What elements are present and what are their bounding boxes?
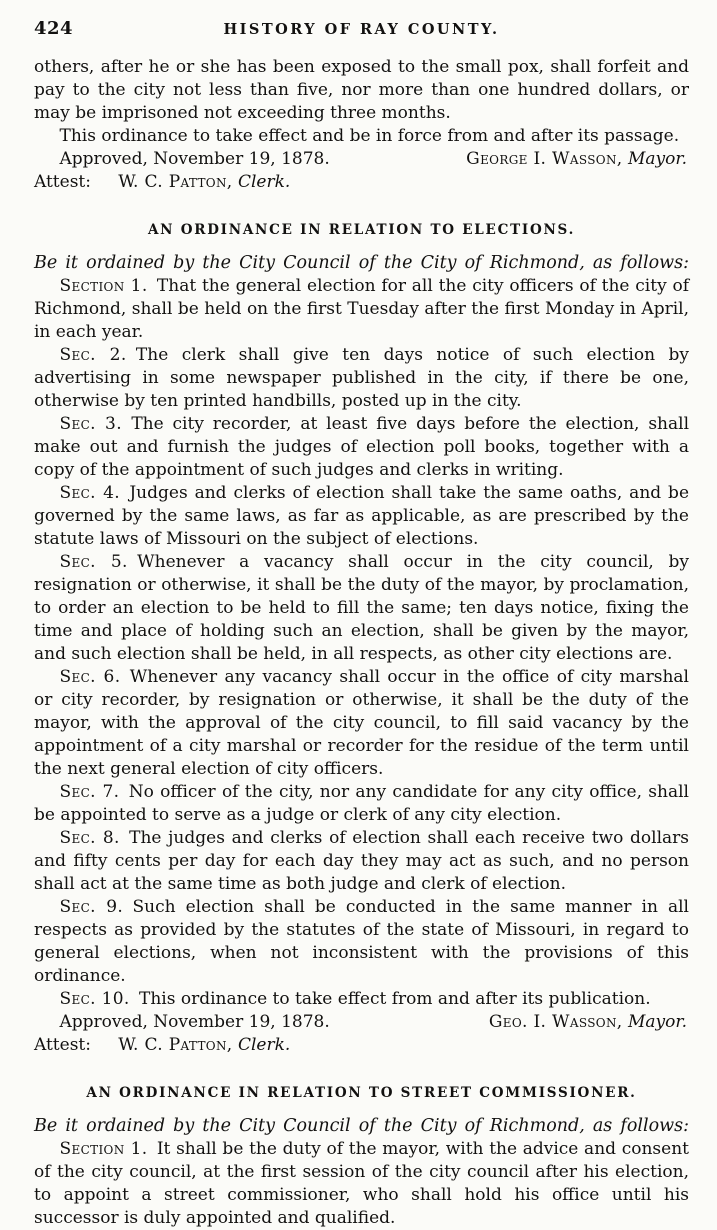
clerk-title: Clerk. bbox=[237, 172, 291, 192]
page-body bbox=[34, 56, 689, 1230]
ordinance-elections-heading: AN ORDINANCE IN RELATION TO ELECTIONS. bbox=[147, 222, 576, 238]
section-text: No officer of the city, nor any candidate for any city office, shall be appointed to serve as a judge or clerk of any city election. bbox=[34, 782, 689, 825]
elections-section-1 bbox=[34, 275, 689, 344]
mayor-title: Mayor. bbox=[627, 1012, 687, 1032]
elections-section-5 bbox=[34, 551, 689, 666]
mayor-signature bbox=[489, 1011, 689, 1034]
section-label: Sec. 5. bbox=[59, 552, 128, 572]
approval-line-prior-ordinance bbox=[34, 148, 689, 171]
elections-section-9 bbox=[34, 896, 689, 988]
page-number: 424 bbox=[34, 18, 74, 39]
clerk-name: W. C. Patton, bbox=[118, 1035, 233, 1055]
section-text: The city recorder, at least five days before the election, shall make out and furnish the judges of election poll books, together with a copy of the appointment of such judges and clerks in writing. bbox=[34, 414, 690, 480]
section-label: Sec. 6. bbox=[59, 667, 121, 687]
section-text: Such election shall be conducted in the same manner in all respects as provided by the statutes of the state of Missouri, in regard to general elections, when not inconsistent with the provisions of this ordinance. bbox=[34, 897, 689, 986]
ordinance-street-enacting-clause: Be it ordained by the City Council of the City of Richmond, as follows: bbox=[34, 1116, 689, 1136]
mayor-name: Geo. I. Wasson, bbox=[488, 1012, 623, 1032]
elections-section-4 bbox=[34, 482, 689, 551]
ordinance-street-heading: AN ORDINANCE IN RELATION TO STREET COMMISSIONER. bbox=[86, 1085, 637, 1101]
mayor-title: Mayor. bbox=[627, 149, 687, 169]
paragraph-passage bbox=[34, 125, 689, 148]
attest-label: Attest: bbox=[34, 172, 91, 192]
approval-line-elections-ordinance bbox=[34, 1011, 689, 1034]
section-label: Section 1. bbox=[59, 276, 148, 296]
attest-label: Attest: bbox=[34, 1035, 91, 1055]
elections-section-10 bbox=[34, 988, 689, 1011]
section-text: That the general election for all the city officers of the city of Richmond, shall be held on the first Tuesday after the first Monday in April, in each year. bbox=[34, 276, 689, 342]
section-label: Sec. 9. bbox=[59, 897, 124, 917]
mayor-name: George I. Wasson, bbox=[466, 149, 623, 169]
clerk-name: W. C. Patton, bbox=[118, 172, 233, 192]
section-text: This ordinance to take effect from and after its publication. bbox=[139, 989, 651, 1009]
section-text: The judges and clerks of election shall each receive two dollars and fifty cents per day for each day they may act as such, and no person shall act at the same time as both judge and clerk of election. bbox=[34, 828, 690, 894]
section-label: Sec. 10. bbox=[59, 989, 130, 1009]
page-header bbox=[34, 18, 689, 42]
elections-section-3 bbox=[34, 413, 689, 482]
section-text: Whenever any vacancy shall occur in the office of city marshal or city recorder, by resignation or otherwise, it shall be the duty of the mayor, with the approval of the city council, to fill said vacancy by the appointment of a city marshal or recorder for the residue of the term until the next general election of city officers. bbox=[34, 667, 689, 779]
section-label: Sec. 2. bbox=[59, 345, 127, 365]
attest-line-elections-ordinance bbox=[34, 1034, 689, 1057]
section-label: Sec. 7. bbox=[59, 782, 120, 802]
attest-line-prior-ordinance bbox=[34, 171, 689, 194]
paragraph-text: This ordinance to take effect and be in force from and after its passage. bbox=[59, 126, 680, 146]
section-label: Sec. 3. bbox=[59, 414, 122, 434]
elections-section-7 bbox=[34, 781, 689, 827]
mayor-signature bbox=[466, 148, 689, 171]
section-label: Sec. 8. bbox=[59, 828, 120, 848]
approval-date: Approved, November 19, 1878. bbox=[59, 1012, 330, 1032]
section-text: Judges and clerks of election shall take the same oaths, and be governed by the same laws, as far as applicable, as are prescribed by the statute laws of Missouri on the subject of elections. bbox=[34, 483, 690, 549]
section-label: Section 1. bbox=[59, 1139, 148, 1159]
clerk-title: Clerk. bbox=[237, 1035, 291, 1055]
section-text: It shall be the duty of the mayor, with the advice and consent of the city council, at the first session of the city council after his election, to appoint a street commissioner, who shall hold his office until his successor is duly appointed and qualified. bbox=[34, 1139, 689, 1228]
section-text: The clerk shall give ten days notice of such election by advertising in some newspaper published in the city, if there be one, otherwise by ten printed handbills, posted up in the city. bbox=[34, 345, 690, 411]
section-label: Sec. 4. bbox=[59, 483, 121, 503]
approval-date: Approved, November 19, 1878. bbox=[59, 149, 330, 169]
elections-section-2 bbox=[34, 344, 689, 413]
elections-section-8 bbox=[34, 827, 689, 896]
section-text: Whenever a vacancy shall occur in the city council, by resignation or otherwise, it shall be the duty of the mayor, by proclamation, to order an election to be held to fill the same; ten days notice, fixing the time and place of holding such an election, shall be given by the mayor, and such election shall be held, in all respects, as other city elections are. bbox=[34, 552, 689, 664]
elections-section-6 bbox=[34, 666, 689, 781]
paragraph-text: others, after he or she has been exposed to the small pox, shall forfeit and pay to the city not less than five, nor more than one hundred dollars, or may be imprisoned not exceeding three months. bbox=[34, 57, 689, 123]
running-title: HISTORY OF RAY COUNTY. bbox=[223, 21, 500, 38]
ordinance-elections-enacting-clause: Be it ordained by the City Council of the City of Richmond, as follows: bbox=[34, 253, 689, 273]
paragraph-smallpox-penalty bbox=[34, 56, 689, 125]
